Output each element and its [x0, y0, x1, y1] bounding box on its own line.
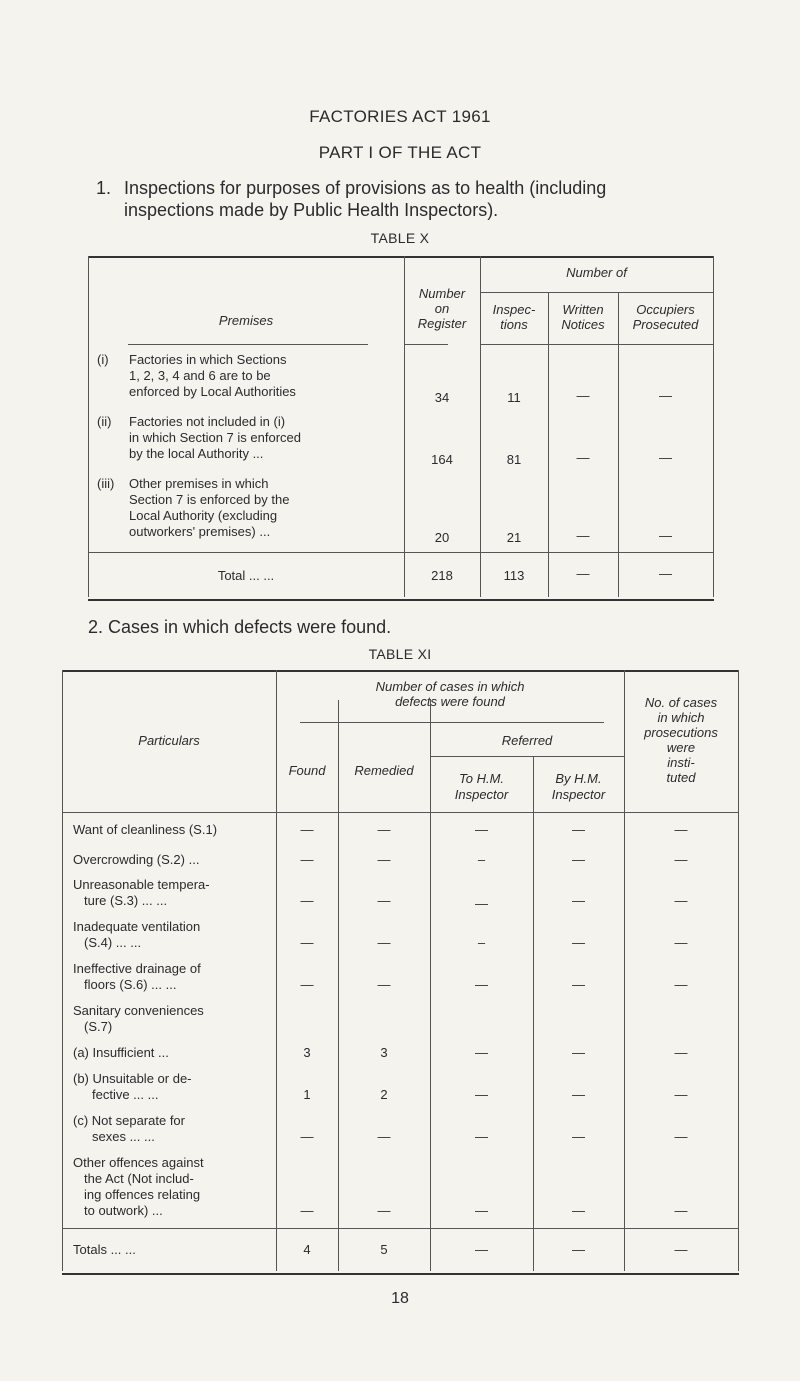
cell-unsuitable-by-hm: — [572, 1087, 585, 1102]
cell-unsuitable-remedied: 2 [380, 1087, 388, 1102]
row-i-inspections: 11 [507, 390, 521, 405]
cell-sexes-to-hm: — [475, 1129, 488, 1144]
cell-cleanliness-prosecutions: — [674, 822, 688, 837]
total-inspections: 113 [503, 568, 525, 583]
row-overcrowding-label: Overcrowding (S.2) ... [73, 852, 200, 867]
cell-unsuitable-found: 1 [303, 1087, 311, 1102]
header-number-of: Number of [566, 265, 627, 280]
cell-cleanliness-remedied: — [377, 822, 391, 837]
row-sanitary-label-2: (S.7) [84, 1019, 113, 1034]
header-prosecutions-1: No. of cases [644, 695, 718, 710]
cell-temperature-to-hm: — [475, 896, 488, 911]
row-other-label-4: to outwork) ... [84, 1203, 163, 1218]
section1-text-line2: inspections made by Public Health Inspectors). [124, 200, 499, 220]
act-title: FACTORIES ACT 1961 [309, 107, 491, 126]
section1-number: 1. [96, 178, 112, 198]
header-register-3: Register [417, 316, 467, 331]
cell-unsuitable-to-hm: — [475, 1087, 488, 1102]
header-found: Found [288, 763, 326, 778]
header-inspections-2: tions [500, 317, 528, 332]
section1-text-line1: Inspections for purposes of provisions as to health (including [124, 178, 607, 198]
row-ii-line1: Factories not included in (i) [129, 414, 286, 429]
totals-prosecutions: — [674, 1242, 688, 1257]
part-title: PART I OF THE ACT [318, 143, 482, 162]
cell-overcrowding-remedied: — [377, 852, 391, 867]
cell-temperature-by-hm: — [572, 893, 585, 908]
header-prosecutions-4: were [666, 740, 696, 755]
row-ii-line2: in which Section 7 is enforced [129, 430, 301, 445]
row-ii-inspections: 81 [506, 452, 522, 467]
cell-drainage-found: — [300, 977, 314, 992]
row-unsuitable-label-1: (b) Unsuitable or de- [73, 1071, 192, 1086]
row-i-line2: 1, 2, 3, 4 and 6 are to be [129, 368, 271, 383]
row-ii-notices: — [576, 450, 590, 465]
cell-other-prosecutions: — [674, 1203, 688, 1218]
total-register: 218 [431, 568, 453, 583]
header-register-1: Number [418, 286, 466, 301]
header-number-cases-2: defects were found [395, 694, 505, 709]
header-register-2: on [434, 301, 450, 316]
header-referred: Referred [501, 733, 553, 748]
totals-by-hm: — [572, 1242, 585, 1257]
totals-label: Totals ... ... [73, 1242, 136, 1257]
cell-ventilation-prosecutions: — [674, 935, 688, 950]
cell-other-to-hm: — [475, 1203, 488, 1218]
cell-insufficient-by-hm: — [572, 1045, 585, 1060]
table-xi-title: TABLE XI [368, 646, 432, 662]
row-i-notices: — [576, 388, 590, 403]
cell-sexes-prosecutions: — [674, 1129, 688, 1144]
header-inspections-1: Inspec- [492, 302, 536, 317]
total-notices: — [576, 566, 590, 581]
cell-overcrowding-by-hm: — [572, 852, 585, 867]
row-temperature-label-1: Unreasonable tempera- [73, 877, 210, 892]
cell-insufficient-found: 3 [303, 1045, 311, 1060]
cell-ventilation-remedied: — [377, 935, 391, 950]
cell-temperature-remedied: — [377, 893, 391, 908]
row-drainage-label-2: floors (S.6) ... ... [84, 977, 177, 992]
header-premises: Premises [218, 313, 274, 328]
cell-drainage-remedied: — [377, 977, 391, 992]
row-iii-inspections: 21 [506, 530, 522, 545]
cell-unsuitable-prosecutions: — [674, 1087, 688, 1102]
header-prosecutions-6: tuted [666, 770, 696, 785]
cell-insufficient-remedied: 3 [380, 1045, 388, 1060]
cell-temperature-found: — [300, 893, 314, 908]
header-occupiers-1: Occupiers [636, 302, 695, 317]
row-iii-register: 20 [434, 530, 450, 545]
row-ventilation-label-1: Inadequate ventilation [73, 919, 201, 934]
header-notices-2: Notices [561, 317, 605, 332]
row-iii-line2: Section 7 is enforced by the [129, 492, 290, 507]
header-remedied: Remedied [354, 763, 414, 778]
cell-insufficient-to-hm: — [475, 1045, 488, 1060]
cell-sexes-remedied: — [377, 1129, 391, 1144]
row-ii-occupiers: — [659, 450, 672, 465]
row-ii-line3: by the local Authority ... [129, 446, 264, 461]
row-cleanliness-label: Want of cleanliness (S.1) [73, 822, 218, 837]
row-other-label-2: the Act (Not includ- [84, 1171, 194, 1186]
row-other-label-3: ing offences relating [84, 1187, 201, 1202]
row-other-label-1: Other offences against [73, 1155, 204, 1170]
row-sexes-label-2: sexes ... ... [92, 1129, 155, 1144]
header-to-hm-1: To H.M. [458, 771, 505, 786]
cell-overcrowding-to-hm: – [477, 852, 486, 867]
header-prosecutions-3: prosecutions [644, 725, 718, 740]
cell-overcrowding-found: — [300, 852, 314, 867]
cell-temperature-prosecutions: — [674, 893, 688, 908]
total-label: Total ... ... [217, 568, 275, 583]
cell-sexes-by-hm: — [572, 1129, 585, 1144]
row-iii-line4: outworkers' premises) ... [129, 524, 271, 539]
row-sexes-label-1: (c) Not separate for [73, 1113, 185, 1128]
row-i-occupiers: — [659, 388, 672, 403]
row-temperature-label-2: ture (S.3) ... ... [84, 893, 168, 908]
header-prosecutions-5: insti- [667, 755, 695, 770]
totals-to-hm: — [475, 1242, 488, 1257]
row-iii-line3: Local Authority (excluding [129, 508, 278, 523]
cell-cleanliness-to-hm: — [475, 822, 488, 837]
cell-cleanliness-found: — [300, 822, 314, 837]
row-ii-register: 164 [431, 452, 453, 467]
cell-insufficient-prosecutions: — [674, 1045, 688, 1060]
totals-found: 4 [303, 1242, 311, 1257]
row-iii-notices: — [576, 528, 590, 543]
header-by-hm-2: Inspector [551, 787, 606, 802]
header-notices-1: Written [562, 302, 604, 317]
header-occupiers-2: Prosecuted [632, 317, 699, 332]
row-i-register: 34 [434, 390, 450, 405]
cell-drainage-prosecutions: — [674, 977, 688, 992]
cell-other-remedied: — [377, 1203, 391, 1218]
row-i-line1: Factories in which Sections [129, 352, 287, 367]
cell-drainage-by-hm: — [572, 977, 585, 992]
table-x-title: TABLE X [370, 230, 430, 246]
cell-other-by-hm: — [572, 1203, 585, 1218]
cell-cleanliness-by-hm: — [572, 822, 585, 837]
row-insufficient-label: (a) Insufficient ... [73, 1045, 169, 1060]
row-sanitary-label-1: Sanitary conveniences [73, 1003, 204, 1018]
cell-ventilation-to-hm: – [477, 935, 486, 950]
cell-ventilation-by-hm: — [572, 935, 585, 950]
row-iii-occupiers: — [659, 528, 672, 543]
row-i-index: (i) [97, 352, 109, 367]
totals-remedied: 5 [380, 1242, 388, 1257]
header-number-cases-1: Number of cases in which [375, 679, 525, 694]
header-by-hm-1: By H.M. [555, 771, 602, 786]
cell-overcrowding-prosecutions: — [674, 852, 688, 867]
row-iii-index: (iii) [97, 476, 115, 491]
header-prosecutions-2: in which [657, 710, 705, 725]
cell-sexes-found: — [300, 1129, 314, 1144]
cell-ventilation-found: — [300, 935, 314, 950]
row-ii-index: (ii) [97, 414, 112, 429]
page-number: 18 [391, 1290, 409, 1307]
cell-other-found: — [300, 1203, 314, 1218]
row-ventilation-label-2: (S.4) ... ... [84, 935, 142, 950]
cell-drainage-to-hm: — [475, 977, 488, 992]
row-unsuitable-label-2: fective ... ... [92, 1087, 159, 1102]
section2-text: 2. Cases in which defects were found. [88, 617, 392, 637]
row-i-line3: enforced by Local Authorities [129, 384, 296, 399]
header-to-hm-2: Inspector [454, 787, 509, 802]
row-iii-line1: Other premises in which [129, 476, 269, 491]
total-occupiers: — [659, 566, 672, 581]
header-particulars: Particulars [138, 733, 200, 748]
row-drainage-label-1: Ineffective drainage of [73, 961, 201, 976]
